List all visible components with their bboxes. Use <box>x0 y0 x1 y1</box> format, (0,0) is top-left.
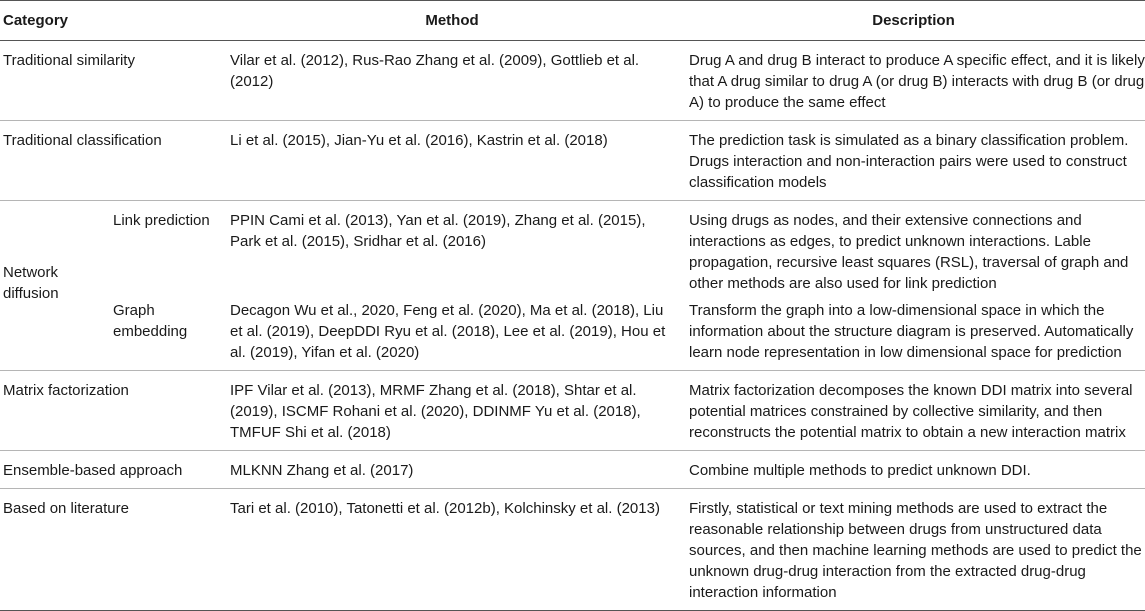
method-cell: Vilar et al. (2012), Rus-Rao Zhang et al. (2009), Gottlieb et al. (2012) <box>222 41 682 121</box>
subcategory-cell: Graph embedding <box>110 299 222 371</box>
description-cell: Combine multiple methods to predict unknown DDI. <box>682 451 1145 489</box>
description-cell: Transform the graph into a low-dimensional space in which the information about the structure diagram is preserved. Automatically learn node representation in low dimensional space for prediction <box>682 299 1145 371</box>
header-category: Category <box>0 1 222 41</box>
description-cell: The prediction task is simulated as a binary classification problem. Drugs interaction and non-interaction pairs were used to construct classification models <box>682 121 1145 201</box>
table-row <box>0 489 1145 611</box>
table-row <box>0 201 1145 300</box>
method-cell: Li et al. (2015), Jian-Yu et al. (2016), Kastrin et al. (2018) <box>222 121 682 201</box>
header-description: Description <box>682 1 1145 41</box>
description-cell: Matrix factorization decomposes the known DDI matrix into several potential matrices constrained by collective similarity, and then reconstructs the potential matrix to obtain a new interaction matrix <box>682 371 1145 451</box>
table-row <box>0 299 1145 371</box>
category-cell: Network diffusion <box>0 201 110 371</box>
description-cell: Drug A and drug B interact to produce A specific effect, and it is likely that A drug similar to drug A (or drug B) interacts with drug B (or drug A) to produce the same effect <box>682 41 1145 121</box>
table-row <box>0 41 1145 121</box>
method-cell: Decagon Wu et al., 2020, Feng et al. (2020), Ma et al. (2018), Liu et al. (2019), DeepDDI Ryu et al. (2018), Lee et al. (2019), Hou et al. (2019), Yifan et al. (2020) <box>222 299 682 371</box>
table-row <box>0 451 1145 489</box>
method-cell: PPIN Cami et al. (2013), Yan et al. (2019), Zhang et al. (2015), Park et al. (2015), Sridhar et al. (2016) <box>230 212 646 250</box>
table-row <box>0 371 1145 451</box>
method-cell: Tari et al. (2010), Tatonetti et al. (2012b), Kolchinsky et al. (2013) <box>222 489 682 611</box>
table-row <box>0 121 1145 201</box>
category-cell: Traditional similarity <box>0 41 222 121</box>
category-cell: Ensemble-based approach <box>0 451 222 489</box>
method-cell: MLKNN Zhang et al. (2017) <box>222 451 682 489</box>
method-cell: IPF Vilar et al. (2013), MRMF Zhang et al. (2018), Shtar et al. (2019), ISCMF Rohani et al. (2020), DDINMF Yu et al. (2018), TMFUF Shi et al. (2018) <box>222 371 682 451</box>
category-cell: Traditional classification <box>0 121 222 201</box>
description-cell: Using drugs as nodes, and their extensive connections and interactions as edges, to predict unknown interactions. Lable propagation, recursive least squares (RSL), traversal of graph and other methods are also used for link prediction <box>689 212 1129 292</box>
category-cell: Matrix factorization <box>0 371 222 451</box>
description-cell: Firstly, statistical or text mining methods are used to extract the reasonable relationship between drugs from unstructured data sources, and then machine learning methods are used to predict the unknown drug-drug interaction from the extracted drug-drug interaction information <box>682 489 1145 611</box>
header-method: Method <box>222 1 682 41</box>
subcategory-cell: Link prediction <box>113 212 210 229</box>
category-cell: Based on literature <box>0 489 222 611</box>
header-row <box>0 1 1145 41</box>
